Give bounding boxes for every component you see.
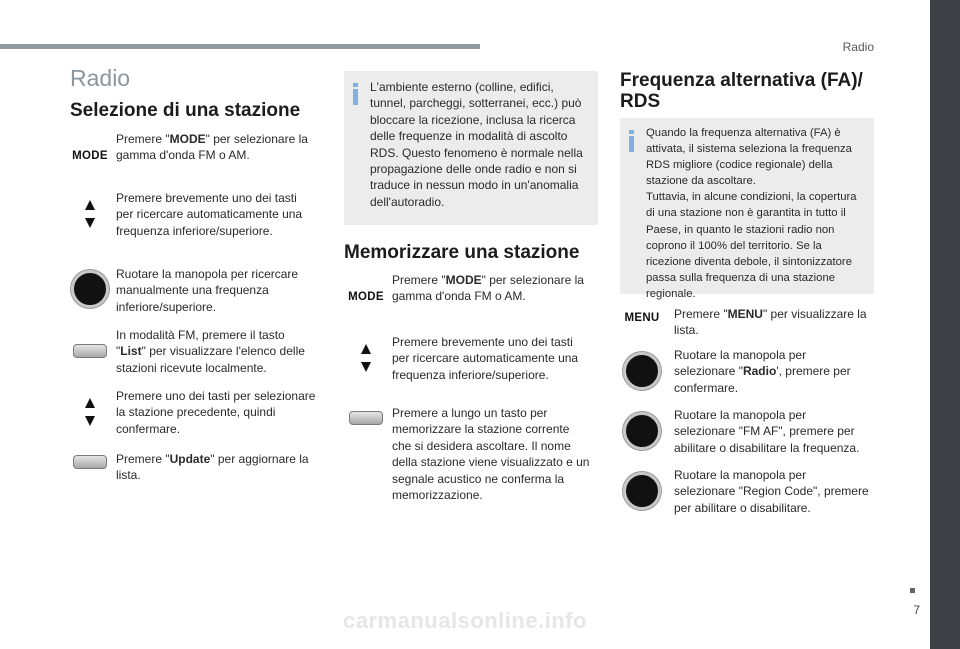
watermark: carmanualsonline.info bbox=[343, 608, 587, 633]
col3-info-text: Quando la frequenza alternativa (FA) è attivata, il sistema seleziona la frequenza RDS migliore (codice regionale) della stazione da ascoltare. Tuttavia, in alcune condizioni, la copertura di una stazione non è garantita in tutto il Paese, in quanto le stazioni radio non coprono il 100% del territorio. Se la ricezione diventa debole, il sintonizzatore passa sulla frequenza di una stazione regionale. bbox=[646, 127, 857, 300]
page-continuation-mark bbox=[910, 588, 915, 593]
mode-button-icon: MODE bbox=[348, 291, 384, 303]
info-icon bbox=[353, 83, 358, 105]
mode-button-icon: MODE bbox=[72, 150, 108, 162]
col1-item-2-text: Premere brevemente uno dei tasti per ricercare automaticamente una frequenza inferiore/superiore. bbox=[116, 191, 303, 238]
header-section-label: Radio bbox=[842, 40, 874, 54]
col1-item-6-text: Premere "Update" per aggiornare la lista. bbox=[116, 452, 309, 483]
col1-item-2 bbox=[64, 190, 324, 239]
col1-item-5 bbox=[64, 388, 324, 437]
soft-key-button-icon bbox=[73, 344, 107, 358]
col3-item-4-text: Ruotare la manopola per selezionare "Region Code", premere per abilitare o disabilitare. bbox=[674, 468, 869, 515]
col3-item-3-text: Ruotare la manopola per selezionare "FM AF", premere per abilitare o disabilitare la frequenza. bbox=[674, 408, 860, 455]
col1-item-3-text: Ruotare la manopola per ricercare manualmente una frequenza inferiore/superiore. bbox=[116, 267, 299, 314]
right-side-bar bbox=[930, 0, 960, 649]
col2-info-text: L'ambiente esterno (colline, edifici, tunnel, parcheggi, sotterranei, ecc.) può bloccare la ricezione, inclusa la ricerca delle frequenze in modalità di ascolto RDS. Questo fenomeno è normale nella propagazione delle onde radio e non si traduce in nessun modo in un'anomalia dell'autoradio. bbox=[370, 80, 583, 209]
up-down-arrows-icon bbox=[85, 200, 95, 228]
col3-info-box bbox=[620, 118, 874, 300]
soft-key-button-icon bbox=[73, 455, 107, 469]
rotary-knob-icon bbox=[623, 352, 661, 390]
col3-item-1-text: Premere "MENU" per visualizzare la lista. bbox=[674, 307, 867, 338]
info-icon bbox=[629, 130, 634, 152]
col2-info-box bbox=[344, 71, 598, 225]
col3-item-4 bbox=[616, 467, 878, 516]
col1-item-5-text: Premere uno dei tasti per selezionare la stazione precedente, quindi confermare. bbox=[116, 389, 316, 436]
col1-item-4 bbox=[64, 327, 324, 376]
col1-item-6 bbox=[64, 451, 324, 484]
col2-item-2 bbox=[340, 334, 602, 383]
rotary-knob-icon bbox=[623, 412, 661, 450]
page-number: 7 bbox=[913, 603, 920, 617]
col2-heading: Memorizzare una stazione bbox=[344, 242, 580, 263]
col1-item-4-text: In modalità FM, premere il tasto "List" per visualizzare l'elenco delle stazioni ricevute localmente. bbox=[116, 328, 305, 375]
col3-item-2 bbox=[616, 347, 878, 396]
col3-item-2-text: Ruotare la manopola per selezionare "Radio', premere per confermare. bbox=[674, 348, 851, 395]
col1-heading: Selezione di una stazione bbox=[70, 100, 301, 121]
rotary-knob-icon bbox=[623, 472, 661, 510]
up-down-arrows-icon bbox=[361, 344, 371, 372]
up-down-arrows-icon bbox=[85, 398, 95, 426]
col3-item-1 bbox=[616, 306, 878, 339]
col2-item-3 bbox=[340, 405, 602, 503]
col2-item-2-text: Premere brevemente uno dei tasti per ricercare automaticamente una frequenza inferiore/superiore. bbox=[392, 335, 579, 382]
col1-item-1 bbox=[64, 131, 324, 164]
soft-key-button-icon bbox=[349, 411, 383, 425]
col1-item-3 bbox=[64, 266, 324, 315]
col2-item-1-text: Premere "MODE" per selezionare la gamma d'onda FM o AM. bbox=[392, 273, 584, 304]
page-title: Radio bbox=[70, 65, 131, 91]
col1-item-1-text: Premere "MODE" per selezionare la gamma d'onda FM o AM. bbox=[116, 132, 308, 163]
col2-item-1 bbox=[340, 272, 602, 305]
col3-heading: Frequenza alternativa (FA)/ RDS bbox=[620, 70, 863, 112]
rotary-knob-icon bbox=[71, 270, 109, 308]
menu-button-icon: MENU bbox=[624, 312, 660, 324]
col3-item-3 bbox=[616, 407, 878, 456]
col2-item-3-text: Premere a lungo un tasto per memorizzare la stazione corrente che si desidera ascoltare. Il nome della stazione viene visualizzato e un segnale acustico ne conferma la memorizzazione. bbox=[392, 406, 590, 503]
top-rule bbox=[0, 44, 480, 49]
